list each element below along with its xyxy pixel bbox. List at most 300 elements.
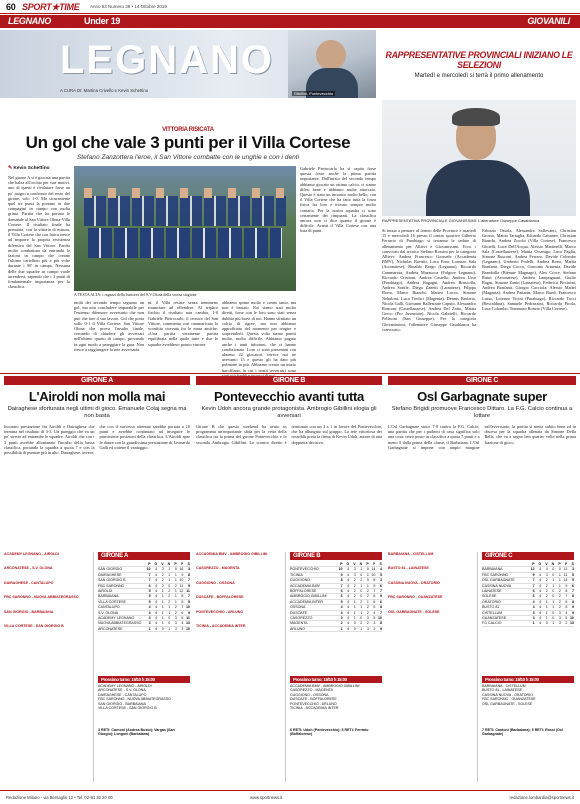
coach-hair-icon (452, 108, 500, 126)
table-cell: 3 (558, 621, 561, 626)
next-match: OSL GARBAGNATE - SOLESE (482, 701, 533, 706)
table-cell: BUSTO 81 (482, 605, 500, 610)
table-header-cell: N (551, 562, 555, 566)
table-cell: BARBAIANA (98, 594, 119, 599)
table-cell: 8 (571, 594, 574, 599)
table-cell: 0 (360, 589, 363, 594)
main-team-photo (74, 166, 296, 291)
table-cell: TICINIA (290, 572, 303, 577)
coach-body-icon (426, 160, 530, 216)
table-cell: 6 (181, 610, 184, 615)
table-cell: 4 (148, 610, 151, 615)
table-cell: 2 (174, 583, 177, 588)
table-cell: 2 (168, 594, 171, 599)
table-cell: 2 (360, 599, 363, 604)
table-cell: 14 (563, 578, 568, 583)
side-photo-caption: RAPPRESENTATIVA PROVINCIALE GIOVANISSIMI: L'allenatore Giuseppe Casablanca (382, 218, 540, 223)
table-cell: 4 (545, 567, 548, 572)
table-header-cell: F (373, 562, 376, 566)
table-cell: 4 (347, 621, 350, 626)
table-cell: 10 (371, 572, 376, 577)
table-cell: OSL GARBAGNATE (482, 578, 515, 583)
table-cell: 1 (545, 610, 548, 615)
table-cell: 1 (353, 605, 356, 610)
table-cell: 9 (187, 610, 190, 615)
table-cell: 8 (373, 594, 376, 599)
table-row (482, 621, 574, 626)
table-cell: 9 (181, 572, 184, 577)
main-col-3: ni, il Villa resiste senza nemmeno rinunciare ad offendere. Al triplice fischio il risultato non cambia, 1-0 Gabriele Pietrocarlo, il tecnico del San Vittore, commenta così rammaricato la sconfitta ricevuta fra le mura amiche: «Una partita veramente partita equilibrata nella quale tutte e due le squadre avrebbero potuto vincere. (148, 300, 218, 347)
table-cell: 2 (168, 599, 171, 604)
table-cell: 4 (347, 610, 350, 615)
table-cell: 9 (571, 610, 574, 615)
table-cell: 4 (379, 567, 382, 572)
table-cell: 2 (340, 621, 343, 626)
table-cell: 8 (571, 599, 574, 604)
table-cell: 1 (552, 605, 555, 610)
table-cell: CANTALUPO (98, 605, 120, 610)
team-heads (84, 188, 286, 198)
result-item (196, 581, 283, 585)
table-cell: 11 (186, 589, 190, 594)
table-cell: 5 (373, 605, 376, 610)
result-teams: DUSCAFE - BOFFALORESE (196, 595, 244, 600)
table-row (290, 627, 382, 632)
table-cell: 10 (146, 567, 151, 572)
table-cell: 0 (552, 616, 555, 621)
main-col-4b: abbiamo spinto molto e creato tanto, ma non è bastato. Noi siamo stati molto diretti, forse con le loro sono stati senza dubbio più bravi di noi. Hanno sfruttato un calcio di rigore, ma non abbiamo approfittato del momento per reagire e sorprenderli. Questa volta siamo partiti molto, molto difficile. Abbiamo pagato anche i tanti infortuni, che ci hanno condizionato. Loro ci sono presentati con almeno 22 giocatori, invece noi ne avevamo 15 e questo gli ha dato più polmone in più. Abbiamo creato un inizio baroffiano, in cui i nostri avversari sono (222, 300, 296, 373)
table-cell: 7 (565, 594, 568, 599)
main-title: Un gol che vale 3 punti per il Villa Cortese (25, 133, 351, 152)
table-cell: 1 (545, 599, 548, 604)
table-cell: 2 (174, 605, 177, 610)
result-teams: TICINIA - ACCADEMIA INTER (196, 624, 246, 629)
next-match: DUSCAFE - BOFFALORESE (290, 697, 337, 702)
team-row-back (84, 196, 286, 226)
table-cell: 0 (174, 567, 177, 572)
table-cell: 5 (148, 594, 151, 599)
table-header-cell: F (565, 562, 568, 566)
table-cell: 5 (565, 616, 568, 621)
article-b-subtitle: Kevin Udoh ancora grande protagonista. Ambrogio Gibillini elogia gli avversari (201, 406, 377, 419)
table-header-cell: P (532, 562, 535, 566)
table-cell: 5 (565, 605, 568, 610)
table-cell: 0 (353, 621, 356, 626)
table-cell: 3 (379, 578, 382, 583)
result-item (196, 610, 283, 614)
table-cell: 1 (168, 605, 171, 610)
results-list (4, 552, 94, 782)
table-cell: 4 (539, 605, 542, 610)
next-round-title: Prossimo turno: 19/10 h 15:00 (98, 676, 190, 683)
table-cell: 4 (155, 599, 158, 604)
table-cell: CASOREZZO (290, 616, 313, 621)
next-match: ARCONATESE - S.V. OLONA (98, 688, 146, 693)
standings-table-body (98, 562, 190, 672)
table-cell: 3 (148, 616, 151, 621)
table-cell: 1 (558, 578, 561, 583)
table-cell: 4 (155, 583, 158, 588)
table-cell: 2 (360, 578, 363, 583)
main-col-1: Nel girone A si è giocata una partita che balza all'occhio per vari motivi, uno di questi è rivalutare forse un po' magro a confronto del resto del girone, solo 1-0. Ma sicuramente quel tre punti la portano in due compagini in campo con molta grinta. Partita che ha portato le domande al San Vittore Olona-Villa Cortese. Il risultato finale ha premiato, con la vittoria di misura, il Villa Cortese che con fatica riesce ad imporre la propria resistenza difensiva del San Vittore. Partita molto combattuta da entrambi le fazioni in campo che creano l'ultimo cartellino più e più volte durante i 90' in campo. Nessuna delle due squadre in campo vuole arrendersi, sapendo che i 3 punti di fondamentale importanza per la classifica. (8, 175, 70, 290)
table-cell: 9 (571, 605, 574, 610)
article-c-title: Osl Garbagnate super (417, 389, 547, 404)
table-cell: 1 (558, 583, 561, 588)
table-cell: 10 (569, 616, 574, 621)
top-scorers: 3 RETI: Carnoni (Andrea Busto); Vargas (San Giorgio); Longoni (Barbaiana) (98, 728, 175, 737)
result-item (196, 595, 283, 599)
table-cell: 4 (565, 610, 568, 615)
table-cell: 4 (155, 572, 158, 577)
table-cell: CISTELLUM (482, 610, 503, 615)
result-teams: VILLA CORTESE - SAN GIORGIO B (4, 624, 64, 629)
table-cell: BARBAIANA (482, 567, 503, 572)
table-cell: 6 (565, 599, 568, 604)
table-cell: 12 (179, 589, 184, 594)
next-round-title: Prossimo turno: 19/10 h 15:00 (290, 676, 382, 683)
table-cell: 0 (360, 572, 363, 577)
table-header-cell: P (340, 562, 343, 566)
table-cell: 4 (539, 616, 542, 621)
table-header-cell: S (379, 562, 382, 566)
table-cell: 0 (552, 567, 555, 572)
result-item (388, 595, 475, 599)
table-cell: 1 (360, 567, 363, 572)
table-cell: ORATORIO (482, 599, 501, 604)
result-item (388, 566, 475, 570)
table-cell: SAN GIORGIO B (98, 578, 126, 583)
table-cell: 1 (161, 610, 164, 615)
result-item (4, 566, 91, 570)
table-cell: GUANZATESE (482, 616, 507, 621)
table-cell: 1 (552, 599, 555, 604)
table-cell: 5 (379, 572, 382, 577)
table-cell: 2 (558, 589, 561, 594)
table-cell: 9 (187, 583, 190, 588)
table-cell: 4 (181, 621, 184, 626)
table-cell: 0 (353, 626, 356, 631)
section-bar (0, 15, 580, 28)
main-photo-caption: A TESTA ALTA: i ragazzi della Juniores del S.V.Olona della scorsa stagione (74, 292, 197, 297)
table-cell: 1 (168, 626, 171, 631)
result-item (196, 552, 283, 556)
table-cell: 1 (545, 605, 548, 610)
table-cell: 3 (532, 610, 535, 615)
table-cell: 2 (161, 578, 164, 583)
table-cell: 2 (558, 605, 561, 610)
next-match: PONTEVECCHIO - ARLUNO (290, 701, 337, 706)
table-cell: 0 (366, 578, 369, 583)
table-cell: 7 (532, 578, 535, 583)
footer-right[interactable]: redazione.lombardia@sportnews.it (509, 795, 574, 800)
table-cell: 3 (558, 610, 561, 615)
team-row-front (88, 228, 282, 258)
footer-middle[interactable]: www.sportnews.it (250, 795, 283, 800)
article-b-title: Pontevecchio avanti tutta (214, 389, 364, 404)
table-cell: 1 (174, 578, 177, 583)
table-cell: 4 (347, 578, 350, 583)
table-row (98, 627, 190, 632)
table-header-cell (290, 562, 336, 566)
table-cell: 0 (558, 567, 561, 572)
table-cell: 2 (161, 572, 164, 577)
table-header-cell: P (174, 562, 177, 566)
side-col-1: Si inizia a pensare al torneo delle Province e martedì 15 e mercoledì 16 presso il centro sportivo Gilberto Ferrario di Parabiago si terranno le sedute di allenamento per Allievi e Giovanissimi. Ecco i convocati dal tecnico Stefano Rossini per la categoria Allievi: Andrea Francesco Giosuele (Accademia BMV), Nicholas Bavutti, Luca Ema, Lorenzo Sala (Arconatese), Rinaldo Borgo (Legnano), Riccardo Cammarota, Andrea Mazzucca (Folgore Legnano), Riccardo Cristiani, Andrea Castello, Andrea Urso (Parabiago), Andrea Ragagni, Andrea Bruscolla, Andrea Sottile, Diego Zanetti (Lainatese), Filippo Borro, Marco Bianchi, Matteo Lucco, Simone Nebuloni, Luca Tredici (Magenta), Dennis Broletto, Nicola Galli, Giovanni Ballestrate Caputo, Alessandro Ronconi (Castellanzese), Andrea Del Zotto, Mattia Greco (Pro Juventute), Nicola Gabrielli, Riccardo Pellacini (San Giuseppe). Per la categoria Giovanissimi, l'allenatore Giuseppe Casablanca ha convocato: (382, 228, 476, 332)
table-cell: 1 (174, 599, 177, 604)
table-cell: 8 (181, 594, 184, 599)
section-left: LEGNANO (8, 16, 51, 26)
table-header-cell: V (545, 562, 548, 566)
table-header-cell: F (181, 562, 184, 566)
side-article-photo (382, 100, 576, 216)
table-cell: 4 (155, 578, 158, 583)
next-match: DAIRAGHESE - CANTALUPO (98, 692, 147, 697)
table-cell: 2 (353, 589, 356, 594)
table-cell: 4 (539, 610, 542, 615)
table-cell: 1 (366, 572, 369, 577)
article-a-text: Incontro prestazione fra Airoldi e Dairaghese che termina nel risultato di 3-3. Un pareggio che va un po' stretto ad entrambe le squadre. Airoldi che con i 3 punti avrebbe allontanato l'incubo della bassa classifica, portando la squadra a quota 7 e con la possibilità di puntare più in alto. Dairaghese, invece, che con il successo ottenuto sarebbe portata a 10 punti e avrebbe continuato ad inseguire le primissime posizioni della classifica. L'Airoldi apre le danze con la grandissima prestazione di Leonardo Galli ed ottiene il vantaggio. (4, 424, 190, 456)
table-cell: 4 (347, 599, 350, 604)
table-cell: 4 (340, 610, 343, 615)
masthead-credit: A CURA DI: Martina Crivello e Kevin Schettino (60, 88, 149, 93)
table-cell: 1 (161, 594, 164, 599)
result-teams: ACADEMY LEGNANO - AIROLDI (4, 552, 59, 556)
table-cell: 6 (532, 589, 535, 594)
main-col-2: molti dei secondo tempo seguono un gol, ma non concludere imparabile per l'estremo difensore avversario che non può che fare il suo lavoro. Gol che porta sullo 0-1 il Villa Cortese, San Vittore Olona che prova l'assalto finale, cercando di chiudere gli avversari nell'ultimo quarto di campo, provando in ogni modo a pareggiare la gara. Non riesce a raggiungere la rete avversaria. (74, 300, 144, 352)
table-cell: 3 (174, 616, 177, 621)
table-header-cell: S (187, 562, 190, 566)
table-cell: 1 (161, 616, 164, 621)
table-cell: 1 (558, 572, 561, 577)
table-cell: 6 (148, 583, 151, 588)
table-header-cell: S (571, 562, 574, 566)
table-cell: 6 (340, 589, 343, 594)
table-cell: 7 (379, 589, 382, 594)
table-cell: 1 (353, 616, 356, 621)
table-cell: 5 (571, 578, 574, 583)
table-cell: 11 (179, 583, 184, 588)
table-cell: 5 (148, 599, 151, 604)
table-cell: 11 (186, 616, 190, 621)
result-item (196, 566, 283, 570)
next-match: ACADEMY LEGNANO - AIROLDI (98, 684, 152, 688)
table-cell: 1 (161, 605, 164, 610)
table-cell: 4 (155, 589, 158, 594)
table-cell: 1 (161, 589, 164, 594)
result-item (4, 581, 91, 585)
result-teams: FBC SARONNO - GUANZATESE (388, 595, 443, 600)
standings-table-body (482, 562, 574, 672)
table-cell: CASSINA NUOVA (482, 583, 512, 588)
table-cell: 6 (532, 594, 535, 599)
bottom-article-a (4, 376, 190, 548)
table-cell: DUSCAFE (290, 610, 308, 615)
table-cell: 4 (155, 605, 158, 610)
article-c-tag: GIRONE C (388, 376, 576, 385)
next-match: FBC SARONNO - GUANZATESE (482, 697, 536, 702)
section-right: GIOVANILI (527, 16, 570, 26)
table-cell: 2 (545, 594, 548, 599)
table-cell: 1 (168, 567, 171, 572)
table-cell: 3 (558, 616, 561, 621)
table-cell: 1 (174, 589, 177, 594)
table-cell: 14 (371, 567, 376, 572)
table-header-cell: G (154, 562, 158, 566)
result-item (388, 610, 475, 614)
standings-tables (0, 552, 580, 788)
table-cell: 10 (185, 626, 190, 631)
main-kicker: VITTORIA RISICATA (162, 127, 214, 133)
article-a-subtitle: Dairaghese sfortunata negli ultimi di gioco. Emanuele Colaj segna ma non basta (7, 406, 187, 419)
table-cell: 1 (353, 610, 356, 615)
next-match: SAN GIORGIO - BARBAIANA (98, 701, 146, 706)
table-cell: 4 (347, 567, 350, 572)
table-cell: 3 (532, 616, 535, 621)
result-teams: OSL GARBAGNATE - SOLESE (388, 609, 440, 614)
table-cell: 2 (366, 621, 369, 626)
table-cell: 0 (168, 621, 171, 626)
table-cell: 0 (366, 567, 369, 572)
table-cell: 10 (338, 567, 343, 572)
table-cell: 4 (155, 621, 158, 626)
page-number: 60 (6, 2, 16, 12)
next-match: CUGGIONO - OSSONA (290, 692, 329, 697)
result-teams: CASSINA NUOVA - ORATORIO (388, 580, 440, 585)
table-cell: 4 (532, 605, 535, 610)
table-cell: 3 (353, 567, 356, 572)
article-b-text: Girone B che questo weekend ha avuto in programma un'importante sfida per la vetta della classifica tra la prima del girone Pontevecchio e la seconda Ambrogio Gibillini. Lo scontro diretto è terminato con un 3 a 1 in favore del Pontevecchio, che ha allungato sul gruppo. La rete vittoriosa dei rossoblù porta la firma di Kevin Udoh, autore di una doppietta decisiva. (196, 424, 382, 445)
masthead-photo-caption: Gibillini, Pontevecchio (294, 91, 334, 96)
bottom-article-c (388, 376, 576, 548)
table-cell: ACCADEMIA INTER (290, 599, 323, 604)
table-cell: DAIRAGHESE (98, 572, 122, 577)
article-a-tag: GIRONE A (4, 376, 190, 385)
table-cell: 10 (377, 616, 382, 621)
table-cell: 1 (353, 599, 356, 604)
table-cell: 4 (148, 605, 151, 610)
table-cell: 3 (181, 626, 184, 631)
next-match: BARBAIANA - CISTELLUM (482, 684, 526, 688)
table-cell: 4 (347, 594, 350, 599)
table-cell: 1 (168, 578, 171, 583)
main-byline-name: Kevin Schettino (13, 166, 50, 171)
table-cell: 2 (353, 594, 356, 599)
table-cell: 6 (340, 594, 343, 599)
table-cell: 3 (571, 567, 574, 572)
table-cell: 1 (161, 599, 164, 604)
table-cell: 7 (373, 589, 376, 594)
table-cell: 4 (347, 572, 350, 577)
table-cell: 2 (558, 594, 561, 599)
table-cell: 7 (379, 610, 382, 615)
table-cell: 3 (187, 567, 190, 572)
table-cell: 2 (545, 589, 548, 594)
table-cell: FG CALCIO (482, 621, 502, 626)
table-cell: 4 (347, 626, 350, 631)
table-cell: 1 (366, 599, 369, 604)
table-cell: 1 (360, 583, 363, 588)
table-cell: 5 (571, 572, 574, 577)
table-cell: MAGENTA (290, 621, 308, 626)
next-match: TICINIA - ACCADEMIA INTER (290, 706, 339, 711)
next-match: FBC SARONNO - NUOVA ABBIATEGRASSO (98, 697, 171, 702)
table-cell: 2 (373, 626, 376, 631)
table-cell: 3 (161, 567, 164, 572)
table-cell: 9 (532, 572, 535, 577)
table-cell: 9 (340, 572, 343, 577)
table-cell: 4 (340, 605, 343, 610)
table-cell: 1 (360, 605, 363, 610)
table-cell: BOFFALORESE (290, 589, 317, 594)
next-match: VILLA CORTESE - SAN GIORGIO B (98, 706, 157, 711)
table-cell: 8 (340, 578, 343, 583)
result-teams: ARCONATESE - S.V. OLONA (4, 566, 53, 571)
table-cell: 5 (373, 616, 376, 621)
table-cell: 4 (539, 594, 542, 599)
table-cell: 8 (373, 578, 376, 583)
section-divider (0, 373, 580, 374)
table-cell: 3 (174, 626, 177, 631)
pen-icon: ✎ (8, 166, 14, 171)
table-cell: 2 (366, 605, 369, 610)
table-cell: 8 (379, 621, 382, 626)
table-cell: 4 (539, 599, 542, 604)
result-teams: CUGGIONO - OSSONA (196, 580, 235, 585)
table-cell: 6 (571, 583, 574, 588)
main-byline (8, 166, 50, 171)
table-cell: 1 (552, 578, 555, 583)
table-cell: 1 (552, 621, 555, 626)
masthead-title: LEGNANO (60, 38, 274, 82)
table-cell: 1 (532, 621, 535, 626)
table-header-cell: G (538, 562, 542, 566)
table-cell: 11 (563, 572, 568, 577)
table-cell: 4 (347, 589, 350, 594)
result-teams: SAN GIORGIO - BARBAIANA (4, 609, 54, 614)
footer-left: Redazione Milano - via Bersaglio 12 • Tel: 02-81 30 20 00 (6, 795, 113, 800)
table-cell: 1 (360, 610, 363, 615)
table-cell: 7 (532, 583, 535, 588)
table-cell: 1 (168, 572, 171, 577)
standings-table-a (4, 552, 190, 788)
table-cell: NUOVA ABBIATEGRASSO (98, 621, 142, 626)
table-cell: CUGGIONO (290, 578, 310, 583)
table-header-cell: V (353, 562, 356, 566)
side-col-2: Fabrizio Ossola, Alessandro Sollevanti, Christian Grosso, Mattia Tartaglia, Edoardo Cattaneo, Christian Bianchi, Andrea Zucchi (Villa Cortese), Francesco Gioielli, Luca Dell'Acqua, Alessio Martinelli, Marco Sala (Castellanzese), Mattia Orsenigo, Luca Paglia, Simone Rusconi, Andrea Ferraro, Davide Colombo (Legnano), Umberto Podelli, Andrea Rossi, Mattia Bonfanti, Diego Cocco, Giacomo Armenia, Davide Brambilla (Bienate Magnago), Alex Croce, Stefano Ruini (Arconatese), Andrea Lampugnani, Giulio Ragni, Simone Zanin (Lainatese), Federico Piccinini, Andrea Bonfanti, Giorgio Cacciola, Alessio Mattei (Magenta), Andrea Pattarin, Marco Bardi, Francesco Lusso, Lorenzo Vicini (Parabiago), Riccardo Tocci (Rescaldina), Samuele Pedrazzini, Riccardo Pirola, Luca Colombo, Tommaso Ronzio (Villa Cortese). (482, 228, 576, 312)
table-cell: 2 (565, 621, 568, 626)
result-teams: BUSTO 81 - LAINATESE (388, 566, 429, 571)
table-header-cell: N (359, 562, 363, 566)
result-item (196, 624, 283, 628)
table-cell: 4 (155, 567, 158, 572)
results-list (196, 552, 286, 782)
table-title: GIRONE B (290, 552, 382, 560)
table-cell: 6 (181, 616, 184, 621)
section-middle: Under 19 (84, 16, 121, 26)
table-cell: 4 (539, 572, 542, 577)
side-article-subtitle: Martedì e mercoledì si terrà il primo allenamento (414, 73, 544, 79)
table-cell: 0 (360, 594, 363, 599)
main-subtitle: Stefano Zanzottera l'eroe, il San Vittore combatte con le unghie e con i denti (76, 154, 300, 161)
table-cell: 0 (168, 616, 171, 621)
table-cell: FBC SARONNO (98, 583, 125, 588)
table-cell: 4 (155, 616, 158, 621)
table-cell: 7 (340, 583, 343, 588)
bottom-article-b (196, 376, 382, 548)
table-cell: 9 (379, 626, 382, 631)
table-cell: 2 (545, 578, 548, 583)
table-cell: 7 (148, 578, 151, 583)
